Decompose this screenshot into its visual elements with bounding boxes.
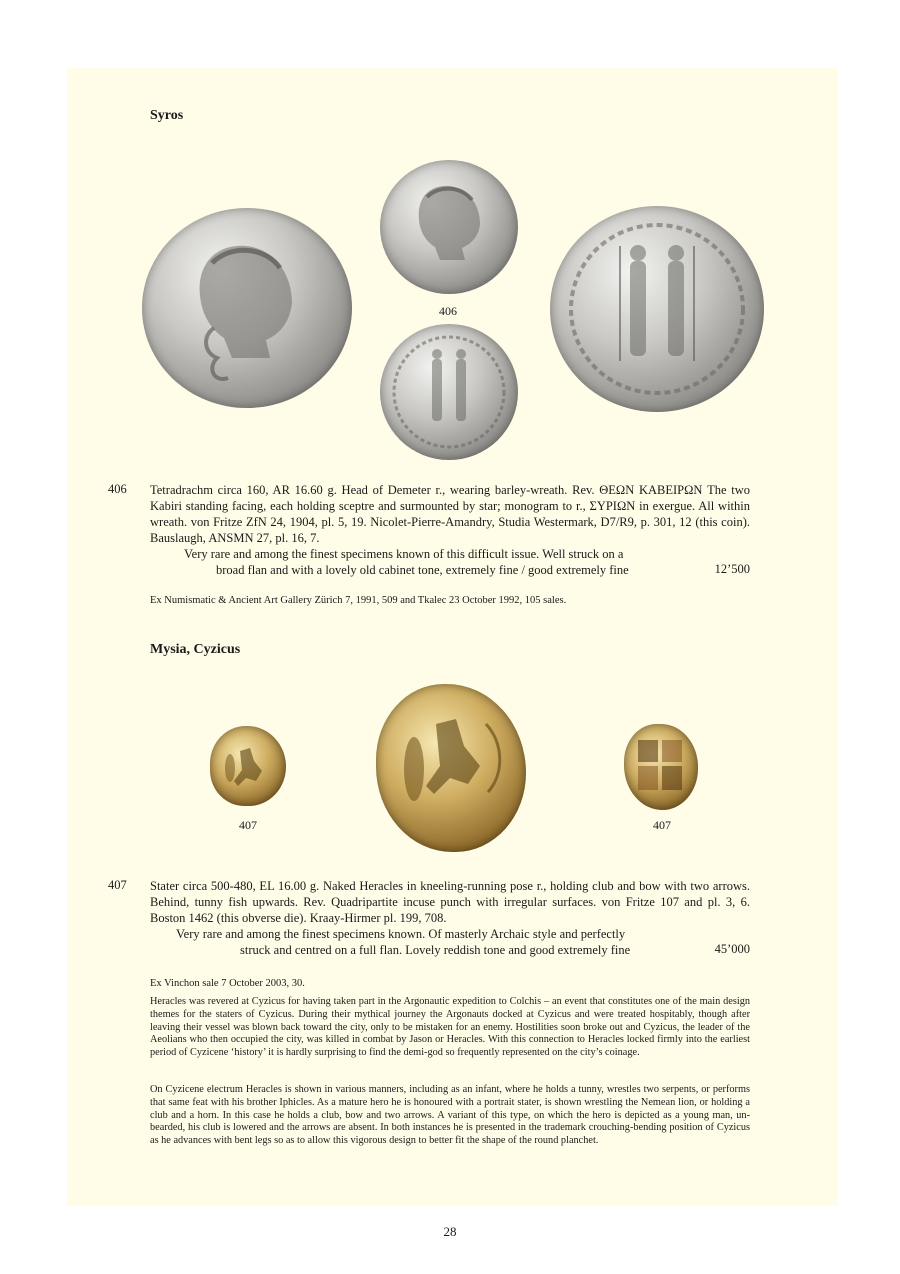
demeter-head-icon [142,208,352,408]
coin-407-obverse-large [376,684,526,852]
lot-remark-406-line2: broad flan and with a lovely old cabinet tone, extremely fine / good extremely fine [216,563,629,577]
lot-remark-407-line2: struck and centred on a full flan. Lovely reddish tone and good extremely fine [240,943,631,957]
coin-label-407-right: 407 [653,818,671,832]
lot-description-407: Stater circa 500-480, EL 16.00 g. Naked Heracles in kneeling-running pose r., holding club and bow with two arrows. Behind, tunny fish upwards. Rev. Quadripartite incuse punch with irregular surfaces. von Fritze 107 and pl. 3, 6. Boston 1462 (this obverse die). Kraay-Hirmer pl. 199, 708. [150,879,750,925]
lot-description-406: Tetradrachm circa 160, AR 16.60 g. Head of Demeter r., wearing barley-wreath. Rev. ΘΕΩΝ ΚΑΒΕΙΡΩΝ The two Kabiri standing facing, each holding sceptre and surmounted by star; monogram to r., ΣΥΡΙΩΝ in exergue. All within wreath. von Fritze ZfN 24, 1904, pl. 5, 19. Nicolet-Pierre-Amandry, Studia Westermark, D7/R9, p. 301, 12 (this coin). Bauslaugh, ANSMN 27, pl. 16, 7. [150,483,750,545]
lot-remark-407-line1: Very rare and among the finest specimens known. Of masterly Archaic style and perfectly [176,927,626,941]
coin-label-406: 406 [439,304,457,318]
coin-407-obverse-small [210,726,286,806]
coin-406-obverse-small [380,160,518,294]
section-title-mysia-cyzicus: Mysia, Cyzicus [150,642,241,657]
coin-label-407-left: 407 [239,818,257,832]
lot-price-407: 45’000 [714,942,750,956]
coin-406-reverse-large [550,206,764,412]
lot-number-407: 407 [108,878,127,892]
coin-407-reverse-small [624,724,698,810]
demeter-head-icon [380,160,518,294]
lot-provenance-406: Ex Numismatic & Ancient Art Gallery Zürich 7, 1991, 509 and Tkalec 23 October 1992, 105 sales. [150,595,567,606]
lot-provenance-407: Ex Vinchon sale 7 October 2003, 30. [150,978,305,989]
note-paragraph-1: Heracles was revered at Cyzicus for having taken part in the Argonautic expedition to Colchis – an event that constitutes one of the main design themes for the staters of Cyzicus. During their mythical journey the Argonauts docked at Cyzicus and were treated hospitably, though after leaving their vessel was blown back toward the city, only to be mistaken for an enemy. Hostilities soon broke out and Cyzicus, the leader of the Aeolians who then occupied the city, was killed in combat by Jason or Heracles. With this connection to Heracles locked firmly into the earliest period of Cyzicene ‘history’ it is hardly surprising to find the demi-god so frequently represented on the city’s coinage. [150,996,750,1059]
section-title-syros: Syros [150,108,184,123]
coin-406-obverse-large [142,208,352,408]
heracles-kneeling-icon [376,684,526,852]
coin-406-reverse-small [380,324,518,460]
quadripartite-incuse-icon [624,724,698,810]
kabiri-figures-icon [380,324,518,460]
lot-remark-406-line1: Very rare and among the finest specimens known of this difficult issue. Well struck on a [184,547,624,561]
kabiri-figures-icon [550,206,764,412]
lot-number-406: 406 [108,482,127,496]
lot-price-406: 12’500 [714,562,750,576]
heracles-kneeling-icon [210,726,286,806]
note-paragraph-2: On Cyzicene electrum Heracles is shown in various manners, including as an infant, where he holds a tunny, wrestles two serpents, or performs that same feat with his brother Iphicles. As a mature hero he is honoured with a portrait stater, is shown wrestling the Nemean lion, or holding a club and a horn. In this case he holds a club, bow and two arrows. A variant of this type, on which the hero is depicted as a young man, un-bearded, his club is lowered and the arrows are absent. In both instances he is presented in the trademark crouching-bending position of Cyzicus as he advances with bent legs so as to allow this vigorous design to better fit the shape of the round planchet. [150,1084,750,1147]
page-number: 28 [443,1224,457,1239]
